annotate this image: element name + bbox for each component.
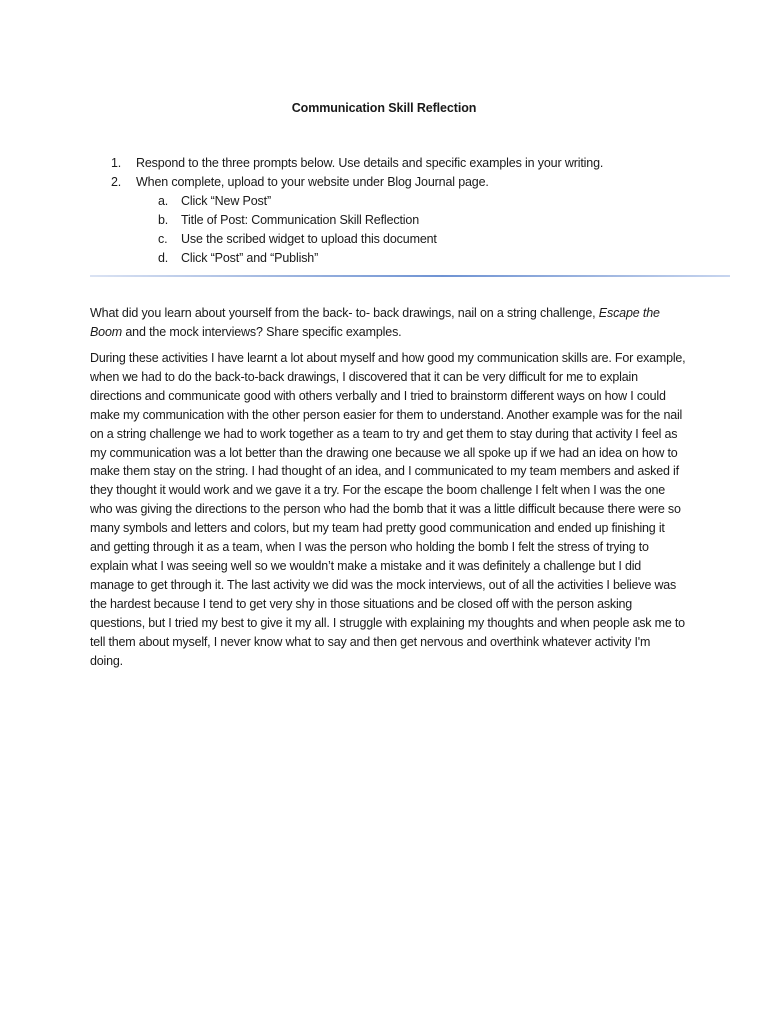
reflection-response: During these activities I have learnt a lot about myself and how good my communication skills are. For example, when we had to do the back-to-back drawings, I discovered that it can be very difficult for me to explain directions and communicate good with others verbally and I tried to brainstorm different ways on how I could make my communication with the other person easier for them to understand. Another example was for the nail on a string challenge we had to work together as a team to try and get them to stay during that activity I feel as my communication was a lot better than the drawing one because we all spoke up if we had an idea on how to make them stay on the string. I had thought of an idea, and I communicated to my team members and asked if they thought it would work and we gave it a try. For the escape the boom challenge I felt when I was the one who was giving the directions to the person who had the bomb that it was a little difficult because there were so many symbols and letters and colors, but my team had pretty good communication and ended up finishing it and getting through it as a team, when I was the person who holding the bomb I felt the stress of trying to explain what I was seeing well so we wouldn’t make a mistake and it was definitely a challenge but I did manage to get through it. The last activity we did was the mock interviews, out of all the activities I believe was the hardest because I tend to get very shy in those situations and be closed off with the person asking questions, but I tried my best to give it my all. I struggle with explaining my thoughts and when people ask me to tell them about myself, I never know what to say and then get nervous and overthink whatever activity I'm doing.: [90, 351, 686, 668]
step-number: 2.: [111, 175, 122, 189]
reflection-prompt: [90, 304, 680, 342]
step-text: When complete, upload to your website under Blog Journal page.: [136, 175, 489, 189]
section-divider: [90, 275, 730, 277]
substep-text: Use the scribed widget to upload this document: [181, 232, 437, 246]
substep-text: Click “New Post”: [181, 194, 271, 208]
substep-letter: b.: [158, 213, 169, 227]
prompt-activity-name: Escape the Boom: [90, 306, 660, 339]
substep-text: Click “Post” and “Publish”: [181, 251, 319, 265]
prompt-text-after: and the mock interviews? Share specific examples.: [122, 325, 402, 339]
substep-letter: c.: [158, 232, 168, 246]
step-number: 1.: [111, 156, 122, 170]
step-text: Respond to the three prompts below. Use details and specific examples in your writing.: [136, 156, 604, 170]
prompt-text-before: What did you learn about yourself from the back- to- back drawings, nail on a string challenge,: [90, 306, 599, 320]
substep-letter: a.: [158, 194, 169, 208]
substep-text: Title of Post: Communication Skill Reflection: [181, 213, 420, 227]
substep-letter: d.: [158, 251, 169, 265]
document-title: Communication Skill Reflection: [291, 101, 477, 115]
